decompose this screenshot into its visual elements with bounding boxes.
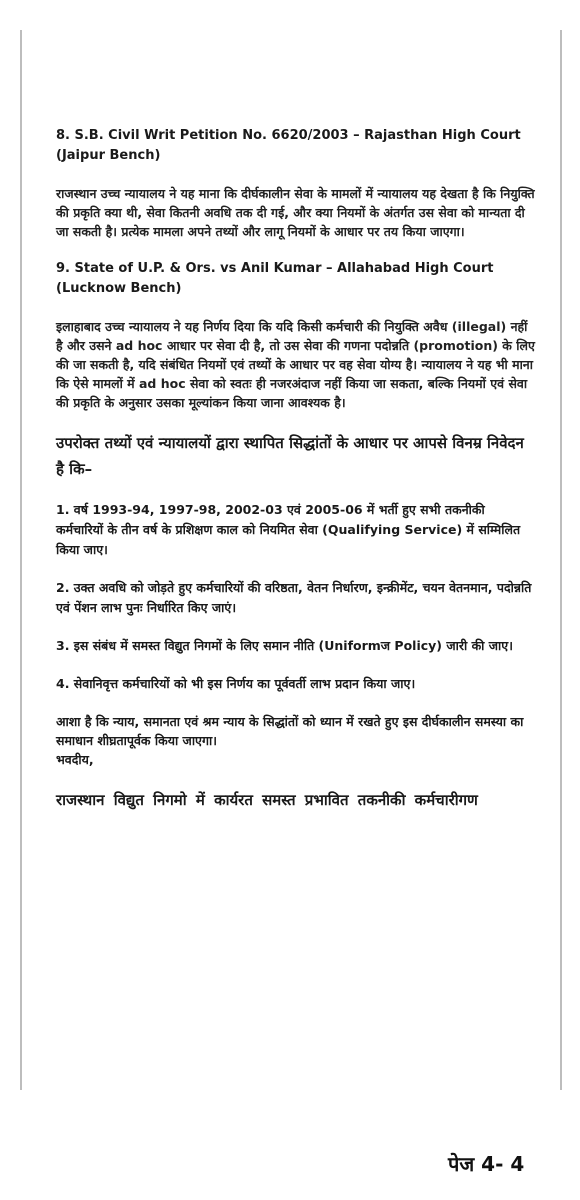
request-intro: उपरोक्त तथ्यों एवं न्यायालयों द्वारा स्थापित सिद्धांतों के आधार पर आपसे विनम्र निवेदन है कि– (56, 434, 524, 478)
closing-paragraph: आशा है कि न्याय, समानता एवं श्रम न्याय के सिद्धांतों को ध्यान में रखते हुए इस दीर्घकालीन समस्या का समाधान शीघ्रतापूर्वक किया जाएगा। (56, 714, 524, 748)
request-item-3: 3. इस संबंध में समस्त विद्युत निगमों के लिए समान नीति (Uniformज Policy) जारी की जाए। (56, 638, 513, 653)
section-9-heading: 9. State of U.P. & Ors. vs Anil Kumar – Allahabad High Court (Lucknow Bench) (56, 261, 494, 296)
request-item-2: 2. उक्त अवधि को जोड़ते हुए कर्मचारियों की वरिष्ठता, वेतन निर्धारण, इन्क्रीमेंट, चयन वेतनमान, पदोन्नति एवं पेंशन लाभ पुनः निर्धारित किए जाएं। (56, 580, 532, 615)
signoff: भवदीय, (56, 752, 94, 767)
request-item-4: 4. सेवानिवृत्त कर्मचारियों को भी इस निर्णय का पूर्ववर्ती लाभ प्रदान किया जाए। (56, 676, 416, 691)
page-number: पेज 4- 4 (448, 1152, 525, 1176)
section-9-body: इलाहाबाद उच्च न्यायालय ने यह निर्णय दिया कि यदि किसी कर्मचारी की नियुक्ति अवैध (illegal) नहीं है और उसने ad hoc आधार पर सेवा दी है, तो उस सेवा की गणना पदोन्नति (promotion) के लिए की जा सकती है, यदि संबंधित नियमों एवं तथ्यों के आधार पर वह सेवा योग्य है। न्यायालय ने यह भी माना कि ऐसे मामलों में ad hoc सेवा को स्वतः ही नजरअंदाज नहीं किया जा सकता, बल्कि नियमों एवं सेवा की प्रकृति के अनुसार उसका मूल्यांकन किया जाना आवश्यक है। (56, 319, 535, 410)
signature-block: राजस्थान विद्युत निगमो में कार्यरत समस्त प्रभावित तकनीकी कर्मचारीगण (56, 791, 478, 809)
section-8-heading: 8. S.B. Civil Writ Petition No. 6620/2003 – Rajasthan High Court (Jaipur Bench) (56, 128, 521, 163)
page-right-border (560, 30, 562, 1090)
page-left-border (20, 30, 22, 1090)
document-body (56, 126, 536, 813)
section-8-body: राजस्थान उच्च न्यायालय ने यह माना कि दीर्घकालीन सेवा के मामलों में न्यायालय यह देखता है कि नियुक्ति की प्रकृति क्या थी, सेवा कितनी अवधि तक दी गई, और क्या नियमों के अंतर्गत उस सेवा को मान्यता दी जा सकती है। प्रत्येक मामला अपने तथ्यों और लागू नियमों के आधार पर तय किया जाएगा। (56, 186, 535, 239)
request-item-1: 1. वर्ष 1993-94, 1997-98, 2002-03 एवं 2005-06 में भर्ती हुए सभी तकनीकी कर्मचारियों के तीन वर्ष के प्रशिक्षण काल को नियमित सेवा (Qualifying Service) में सम्मिलित किया जाए। (56, 502, 521, 557)
